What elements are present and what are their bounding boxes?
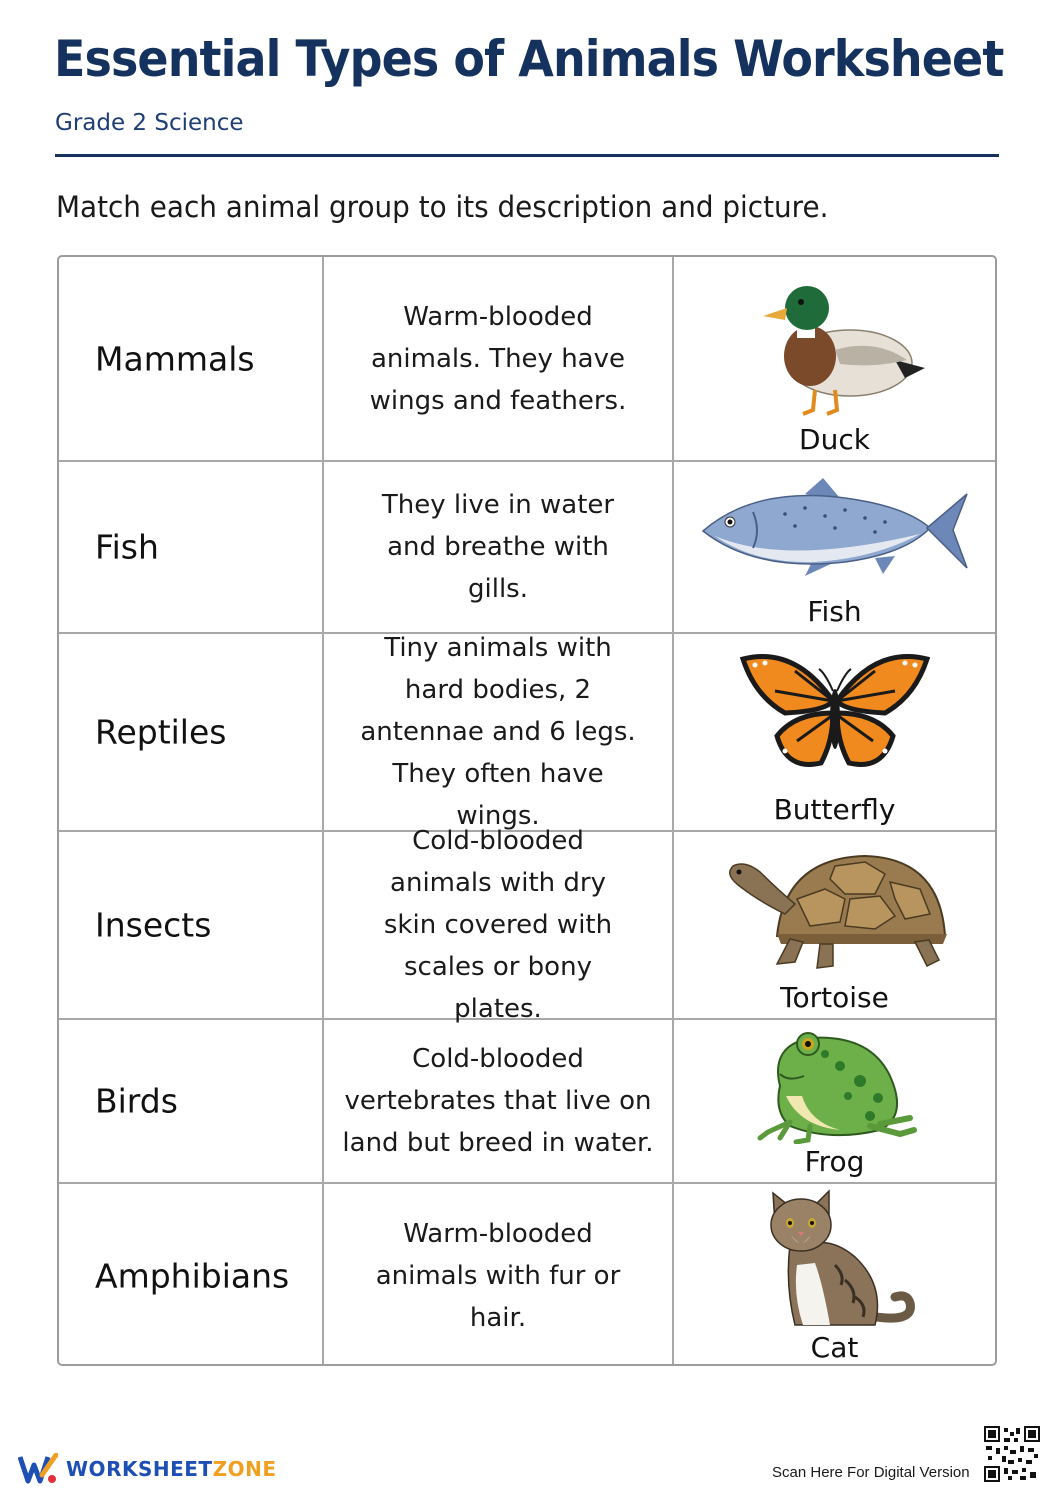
qr-code-icon[interactable] — [984, 1426, 1040, 1482]
group-label: Mammals — [95, 339, 255, 378]
group-cell — [59, 1020, 324, 1182]
picture-cell — [674, 634, 995, 830]
group-cell — [59, 634, 324, 830]
group-label: Reptiles — [95, 712, 227, 752]
picture-cell — [674, 462, 995, 632]
page-title: Essential Types of Animals Worksheet — [54, 30, 1004, 88]
tortoise-icon — [674, 838, 995, 980]
brand-name-part-2: ZONE — [212, 1457, 277, 1481]
picture-cell — [674, 1184, 995, 1366]
butterfly-icon — [674, 640, 995, 792]
worksheetzone-logo[interactable] — [18, 1453, 276, 1485]
group-label: Birds — [95, 1081, 178, 1121]
duck-icon — [674, 263, 995, 422]
animal-name: Duck — [799, 423, 870, 456]
animal-name: Frog — [804, 1145, 865, 1178]
table-row — [59, 462, 995, 634]
picture-cell — [674, 257, 995, 460]
description-text: Cold-blooded vertebrates that live on land but breed in water. — [342, 1044, 654, 1158]
animal-name: Butterfly — [773, 793, 896, 826]
table-row — [59, 257, 995, 462]
description-cell — [324, 257, 674, 460]
description-text: Warm-blooded animals with fur or hair. — [375, 1219, 621, 1333]
frog-icon — [674, 1026, 995, 1144]
animal-name: Cat — [810, 1331, 859, 1364]
group-label: Amphibians — [95, 1256, 290, 1296]
scan-instruction: Scan Here For Digital Version — [772, 1464, 970, 1481]
description-cell — [324, 826, 674, 1024]
picture-cell — [674, 832, 995, 1018]
table-row — [59, 826, 995, 1024]
animal-name: Fish — [807, 595, 862, 628]
cat-icon — [674, 1190, 995, 1330]
table-row — [59, 634, 995, 832]
description-cell — [324, 462, 674, 632]
description-text: Tiny animals with hard bodies, 2 antennae and 6 legs. They often have wings. — [360, 633, 636, 831]
table-row — [59, 1184, 995, 1366]
instructions: Match each animal group to its description and picture. — [56, 190, 829, 224]
table-row — [59, 1020, 995, 1184]
group-cell — [59, 462, 324, 632]
fish-icon — [674, 468, 995, 594]
description-cell — [324, 1020, 674, 1182]
group-cell — [59, 832, 324, 1018]
description-text: Cold-blooded animals with dry skin covered with scales or bony plates. — [383, 826, 613, 1024]
group-label: Insects — [95, 905, 212, 945]
brand-name — [66, 1457, 276, 1481]
matching-table — [57, 255, 997, 1366]
picture-cell — [674, 1020, 995, 1182]
brand-name-part-1: WORKSHEET — [66, 1457, 213, 1481]
description-cell — [324, 634, 674, 830]
worksheetzone-logo-icon — [18, 1453, 58, 1485]
group-cell — [59, 1184, 324, 1366]
title-divider — [55, 154, 999, 157]
group-cell — [59, 257, 324, 460]
description-text: They live in water and breathe with gills. — [381, 490, 615, 604]
description-cell — [324, 1184, 674, 1366]
page-subtitle: Grade 2 Science — [55, 110, 244, 136]
animal-name: Tortoise — [780, 981, 889, 1014]
group-label: Fish — [95, 527, 159, 567]
description-text: Warm-blooded animals. They have wings and feathers. — [369, 301, 627, 416]
